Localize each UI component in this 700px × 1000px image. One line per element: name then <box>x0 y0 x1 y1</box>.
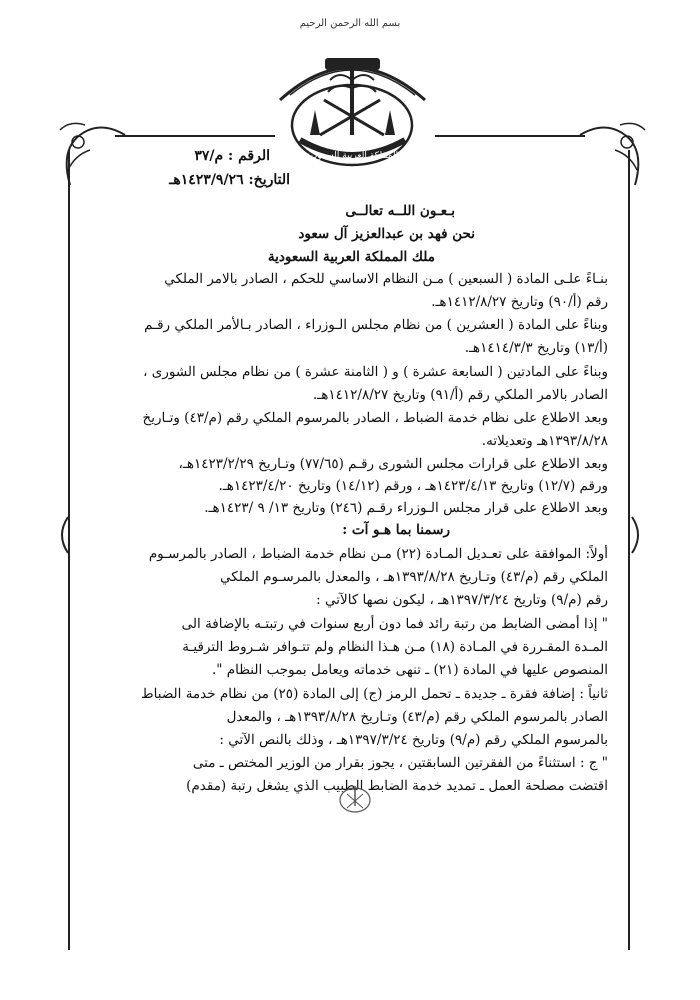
bismillah: بسم الله الرحمن الرحيم <box>299 18 401 29</box>
body-line: وبناءً على المادة ( العشرين ) من نظام مجلس الـوزراء ، الصادر بـالأمر الملكي رقـم <box>144 317 608 333</box>
body-line: ١٣٩٣/٨/٢٨هـ وتعديلاته. <box>481 433 608 449</box>
decree-heading: رسمنا بما هـو آت : <box>342 522 450 538</box>
corner-ornament-top-left-icon <box>50 110 130 190</box>
body-line: (أ/١٣) وتاريخ ١٤١٤/٣/٣هـ. <box>464 340 608 356</box>
body-line: وبعد الاطلاع على قرارات مجلس الشورى رقـم (٧٧/٦٥) وتـاريخ ١٤٢٣/٢/٢٩هـ، <box>178 456 608 472</box>
preamble-line-1: بـعـون اللــه تعالــى <box>345 203 455 219</box>
body-line: " إذا أمضى الضابط من رتبة رائد فما دون أربع سنوات في رتبتـه بالإضافة الى <box>181 616 608 632</box>
body-line: وبعد الاطلاع على قرار مجلس الـوزراء رقـم (٢٤٦) وتاريخ ١٣/ ٩ /١٤٢٣هـ. <box>204 500 608 516</box>
body-line: ثانياً : إضافة فقرة ـ جديدة ـ تحمل الرمز (ج) إلى المادة (٢٥) من نظام خدمة الضباط <box>141 686 608 702</box>
document-number: الرقم : م/٣٧ <box>194 148 270 164</box>
preamble-line-2: نحن فهد بن عبدالعزيز آل سعود <box>298 226 475 242</box>
body-line: رقم (أ/٩٠) وتاريخ ١٤١٢/٨/٢٧هـ. <box>431 294 608 310</box>
side-ornament-right-icon <box>618 515 648 555</box>
corner-ornament-top-right-icon <box>575 110 655 190</box>
body-line: الملكي رقم (م/٤٣) وتـاريخ ١٣٩٣/٨/٢٨هـ ، والمعدل بالمرسـوم الملكي <box>220 569 608 585</box>
body-line: وبعد الاطلاع على نظام خدمة الضباط ، الصادر بالمرسوم الملكي رقم (م/٤٣) وتـاريخ <box>142 410 608 426</box>
side-ornament-left-icon <box>52 515 82 555</box>
border-top-left <box>115 135 275 137</box>
stamp-emblem-icon <box>335 778 375 818</box>
document-date: التاريخ: ١٤٢٣/٩/٢٦هـ <box>169 172 290 188</box>
body-line: " ج : استثناءً من الفقرتين السابقتين ، يجوز بقرار من الوزير المختص ـ متى <box>192 755 608 771</box>
svg-text:المملكة العربية السعودية: المملكة العربية السعودية <box>305 151 399 161</box>
body-line: وبناءً على المادتين ( السابعة عشرة ) و ( الثامنة عشرة ) من نظام مجلس الشورى ، <box>143 364 608 380</box>
body-line: المنصوص عليها في المادة (٢١) ـ تنهى خدماته ويعامل بموجب النظام ". <box>211 662 608 678</box>
body-line: بنـاءً علـى المادة ( السبعين ) مـن النظام الاساسي للحكم ، الصادر بالامر الملكي <box>164 271 608 287</box>
body-line: اقتضت مصلحة العمل ـ تمديد خدمة الضابط الطبيب الذي يشغل رتبة (مقدم) <box>186 778 608 794</box>
body-line: أولاً: الموافقة على تعـديل المـادة (٢٢) مـن نظام خدمة الضباط ، الصادر بالمرسـوم <box>148 546 608 562</box>
kingdom-emblem-icon <box>270 40 435 170</box>
body-line: رقم (م/٩) وتاريخ ١٣٩٧/٣/٢٤هـ ، ليكون نصها كالآتي : <box>316 592 608 608</box>
body-line: بالمرسوم الملكي رقم (م/٩) وتاريخ ١٣٩٧/٣/٢٤هـ ، وذلك بالنص الآتي : <box>219 732 608 748</box>
border-top-right <box>435 135 585 137</box>
body-line: الصادر بالمرسوم الملكي رقم (م/٤٣) وتـاريخ ١٣٩٣/٨/٢٨هـ ، والمعدل <box>226 709 608 725</box>
body-line: ورقم (١٢/٧) وتاريخ ١٤٢٣/٤/١٣هـ ، ورقم (١٤/١٢) وتاريخ ١٤٢٣/٤/٢٠هـ. <box>218 478 608 494</box>
body-line: المـدة المقـررة في المـادة (١٨) مـن هـذا النظام ولم تتـوافر شـروط الترقيـة <box>182 639 608 655</box>
body-line: الصادر بالامر الملكي رقم (أ/٩١) وتاريخ ١٤١٢/٨/٢٧هـ. <box>313 387 608 403</box>
preamble-line-3: ملك المملكة العربية السعودية <box>267 249 435 265</box>
